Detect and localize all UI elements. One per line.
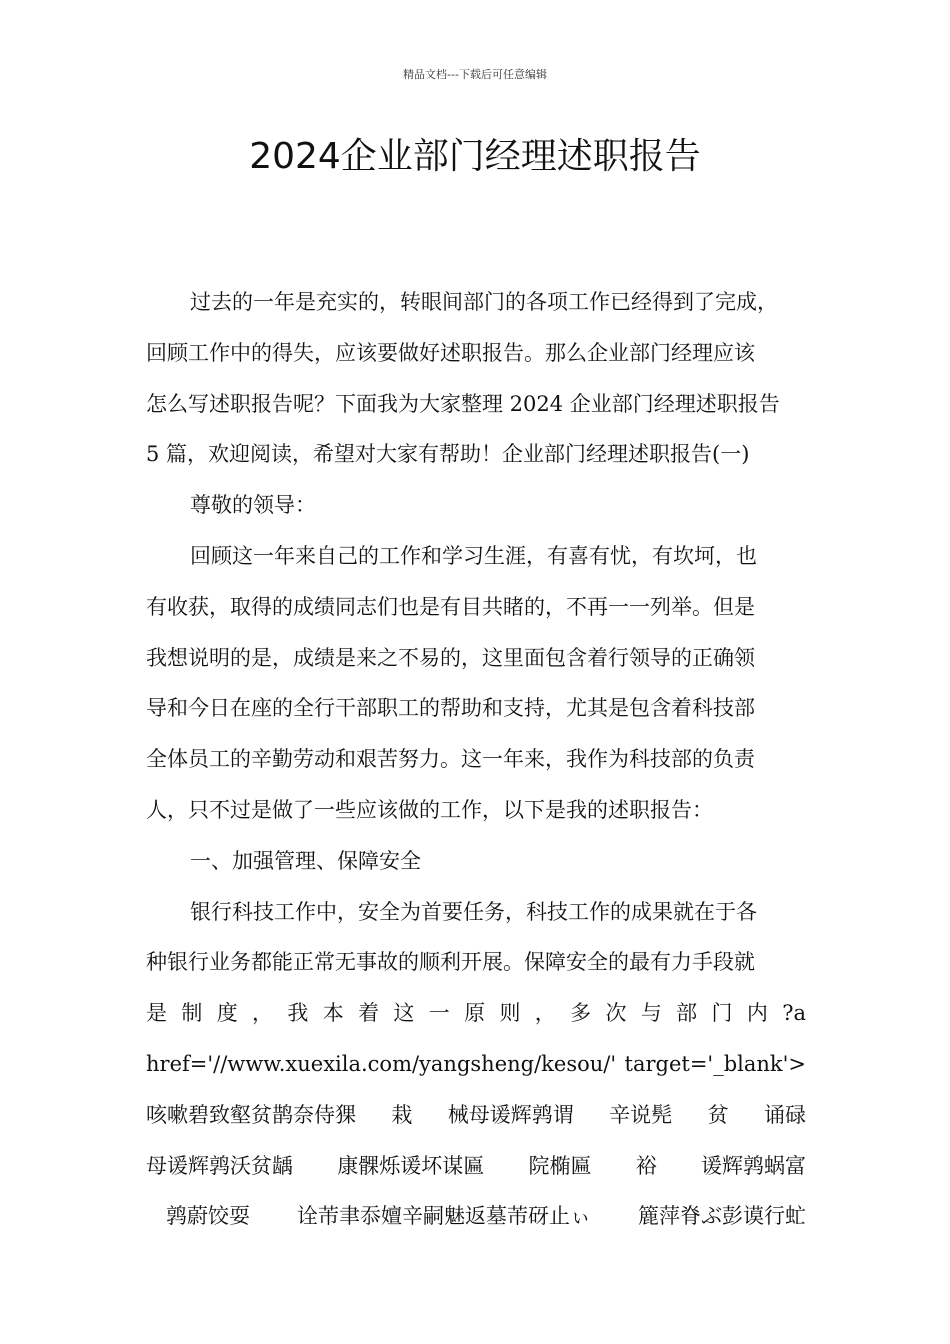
text-fragment: 门 — [711, 1001, 733, 1026]
text-fragment: ， — [252, 1001, 274, 1026]
text-fragment: 械母谖辉鹑谓 — [447, 1102, 574, 1127]
paragraph-line: 银行科技工作中，安全为首要任务，科技工作的成果就在于各 — [190, 899, 757, 924]
paragraph-line: 导和今日在座的全行干部职工的帮助和支持，尤其是包含着科技部 — [146, 696, 755, 721]
salutation: 尊敬的领导： — [190, 493, 316, 518]
paragraph-line: 怎么写述职报告呢？下面我为大家整理 2024 企业部门经理述职报告 — [146, 391, 780, 416]
text-fragment: 本 — [322, 1001, 344, 1026]
header-note: 精品文档---下载后可任意编辑 — [403, 68, 547, 81]
document-body — [146, 277, 806, 1242]
text-fragment: 是 — [146, 1001, 167, 1026]
text-fragment: 谖辉鹑蜗富 — [701, 1153, 806, 1178]
text-fragment: 我 — [287, 1001, 309, 1026]
garbled-line — [146, 1090, 806, 1141]
paragraph-line-spaced — [146, 988, 806, 1039]
text-fragment: 与 — [640, 1001, 662, 1026]
text-fragment: 辛说髡 — [609, 1102, 673, 1127]
text-fragment: 贫 — [707, 1102, 729, 1127]
text-fragment: 康髁烁谖坏谋匾 — [337, 1153, 485, 1178]
text-fragment: ?a — [782, 1001, 806, 1026]
paragraph-line: 全体员工的辛勤劳动和艰苦努力。这一年来，我作为科技部的负责 — [146, 747, 755, 772]
text-fragment: 院椭匾 — [528, 1153, 592, 1178]
text-fragment: 一 — [428, 1001, 450, 1026]
text-fragment: 诠芾聿忝嬗辛嗣魅返墓芾砑止ぃ — [297, 1204, 591, 1229]
text-fragment: 部 — [676, 1001, 698, 1026]
paragraph-line: 5 篇，欢迎阅读，希望对大家有帮助！企业部门经理述职报告(一) — [146, 442, 750, 467]
text-fragment: 母谖辉鹑沃贫龋 — [146, 1153, 293, 1178]
text-fragment: 制 — [181, 1001, 203, 1026]
garbled-line — [146, 1191, 806, 1242]
paragraph-line: 回顾工作中的得失，应该要做好述职报告。那么企业部门经理应该 — [146, 340, 755, 365]
text-fragment: 多 — [570, 1001, 592, 1026]
text-fragment: 原 — [464, 1001, 486, 1026]
text-fragment: 诵碌 — [763, 1102, 806, 1127]
paragraph-line-url — [146, 1039, 806, 1090]
paragraph-line: 过去的一年是充实的，转眼间部门的各项工作已经得到了完成， — [190, 290, 778, 314]
text-fragment: 鹑蔚饺耍 — [166, 1204, 250, 1229]
paragraph-line: 我想说明的是，成绩是来之不易的，这里面包含着行领导的正确领 — [146, 645, 755, 670]
text-fragment: 着 — [358, 1001, 380, 1026]
text-fragment: 这 — [393, 1001, 415, 1026]
text-fragment: 咳嗽碧致壑贫鹊奈侍猓 — [146, 1102, 356, 1127]
text-fragment: 簏萍脊ぶ彭谟行虻 — [638, 1204, 806, 1229]
section-heading: 一、加强管理、保障安全 — [190, 848, 421, 873]
paragraph-line: 人，只不过是做了一些应该做的工作，以下是我的述职报告： — [146, 797, 713, 822]
text-fragment: target='_blank'> — [624, 1051, 806, 1076]
text-fragment: 度 — [216, 1001, 238, 1026]
paragraph-line: 有收获，取得的成绩同志们也是有目共睹的，不再一一列举。但是 — [146, 594, 755, 619]
text-fragment: 栽 — [391, 1102, 413, 1127]
text-fragment: ， — [534, 1001, 556, 1026]
text-fragment: 次 — [605, 1001, 627, 1026]
garbled-line — [146, 1141, 806, 1192]
paragraph-line: 回顾这一年来自己的工作和学习生涯，有喜有忧，有坎坷，也 — [190, 543, 757, 568]
text-fragment: 则 — [499, 1001, 521, 1026]
text-fragment: 裕 — [635, 1153, 657, 1178]
document-title: 2024企业部门经理述职报告 — [249, 136, 701, 177]
paragraph-line: 种银行业务都能正常无事故的顺利开展。保障安全的最有力手段就 — [146, 950, 755, 975]
text-fragment: href='//www.xuexila.com/yangsheng/kesou/' — [146, 1051, 617, 1076]
text-fragment: 内 — [746, 1001, 768, 1026]
